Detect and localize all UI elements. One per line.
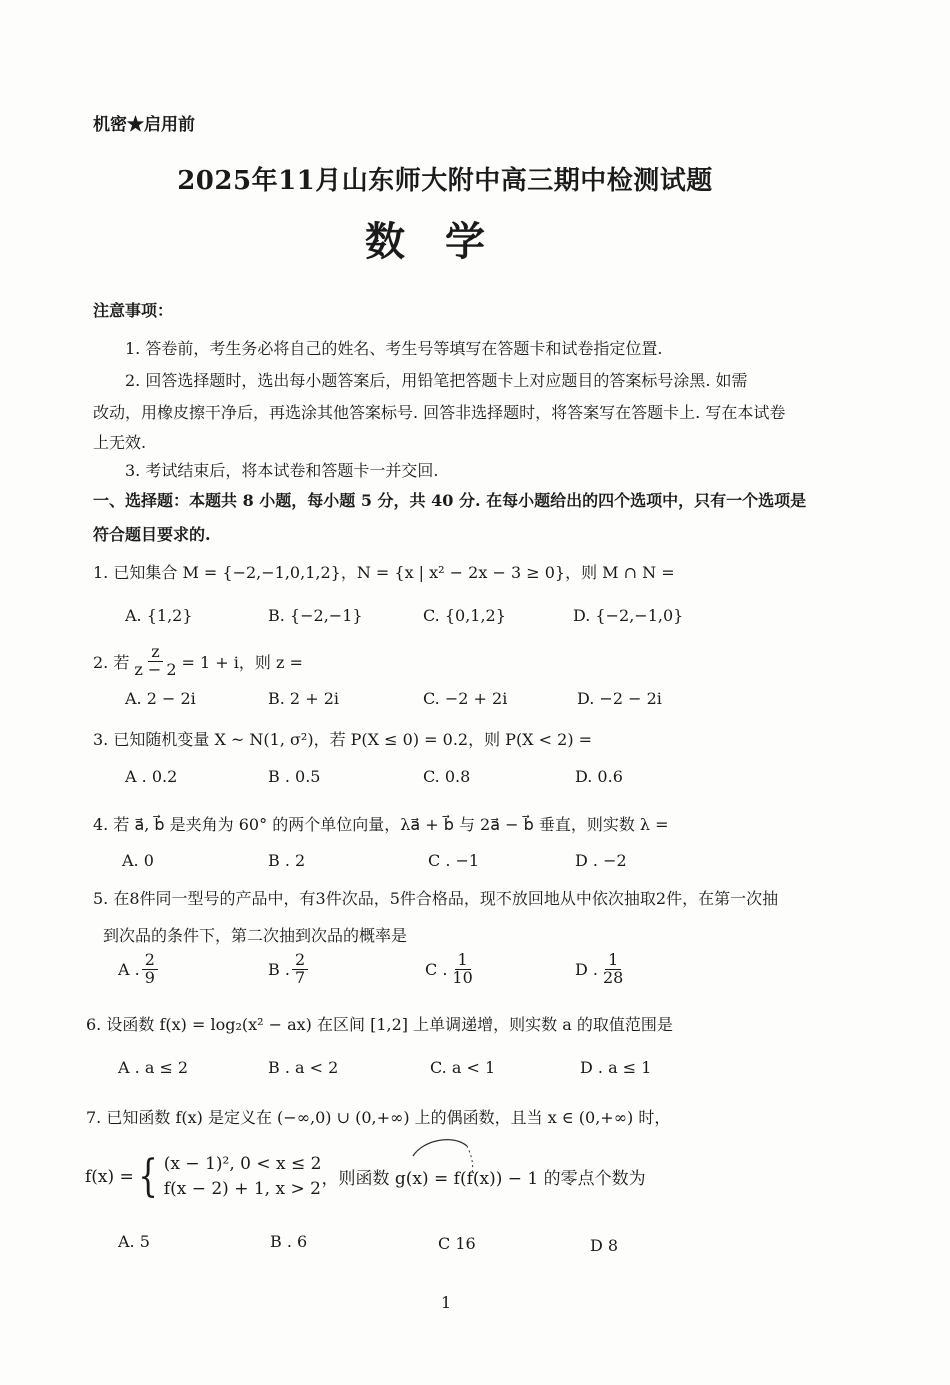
question-1-option-a: A. {1,2}	[125, 606, 193, 625]
question-5-option-b-fraction	[292, 952, 308, 987]
question-5-option-d-denominator: 28	[603, 967, 624, 987]
question-7-stem: 7. 已知函数 f(x) 是定义在 (−∞,0) ∪ (0,+∞) 上的偶函数，且当 x ∈ (0,+∞) 时，	[86, 1108, 671, 1127]
question-7-fx-label: f(x) =	[85, 1166, 134, 1187]
question-5-option-a	[118, 952, 160, 987]
left-brace-icon: {	[137, 1150, 158, 1202]
question-4-option-c: C . −1	[428, 851, 480, 870]
notes-heading: 注意事项：	[93, 301, 174, 320]
question-3-option-d: D. 0.6	[575, 767, 623, 786]
question-7-option-c: C 16	[438, 1234, 476, 1253]
exam-title: 2025年11月山东师大附中高三期中检测试题	[177, 166, 713, 196]
question-2-option-b: B. 2 + 2i	[268, 689, 339, 708]
question-2-denominator: z − 2	[134, 659, 177, 679]
question-5-option-d-fraction	[600, 952, 626, 987]
question-2-numerator: z	[148, 644, 162, 662]
question-5-option-c-denominator: 10	[452, 967, 473, 987]
question-5-option-b-denominator: 7	[294, 967, 306, 987]
subject-title: 数学	[365, 218, 525, 265]
question-1-option-b: B. {−2,−1}	[268, 606, 363, 625]
question-3-option-a: A . 0.2	[125, 767, 178, 786]
question-3-stem: 3. 已知随机变量 X ~ N(1, σ²)，若 P(X ≤ 0) = 0.2，则 P(X < 2) =	[93, 730, 593, 749]
question-5-option-d-label: D .	[575, 959, 598, 979]
question-1-option-c: C. {0,1,2}	[423, 606, 506, 625]
question-4-stem: 4. 若 a⃗, b⃗ 是夹角为 60° 的两个单位向量，λa⃗ + b⃗ 与 2a⃗ − b⃗ 垂直，则实数 λ =	[93, 815, 669, 834]
question-2-option-c: C. −2 + 2i	[423, 689, 508, 708]
question-7-option-d: D 8	[590, 1236, 619, 1255]
question-5-option-c-label: C .	[425, 959, 448, 979]
question-5-option-b-label: B .	[268, 959, 290, 979]
confidential-label: 机密★启用前	[93, 115, 195, 135]
question-7-option-a: A. 5	[118, 1232, 150, 1251]
question-4-option-b: B . 2	[268, 851, 306, 870]
note-2-line-2: 改动，用橡皮擦干净后，再选涂其他答案标号. 回答非选择题时，将答案写在答题卡上. 写在本试卷	[93, 403, 786, 422]
question-6-option-b: B . a < 2	[268, 1058, 339, 1077]
question-6-stem: 6. 设函数 f(x) = log₂(x² − ax) 在区间 [1,2] 上单调递增，则实数 a 的取值范围是	[86, 1015, 673, 1034]
question-4-option-a: A. 0	[122, 851, 154, 870]
question-7-option-b: B . 6	[270, 1232, 308, 1251]
question-4-option-d: D . −2	[575, 851, 627, 870]
question-7-tail: ，则函数 g(x) = f(f(x)) − 1 的零点个数为	[321, 1169, 646, 1190]
question-1-option-d: D. {−2,−1,0}	[573, 606, 684, 625]
question-5-option-b	[268, 952, 310, 987]
question-6-option-d: D . a ≤ 1	[580, 1058, 652, 1077]
question-2-stem	[93, 644, 303, 679]
question-7-case-1: (x − 1)², 0 < x ≤ 2	[163, 1154, 322, 1174]
note-2-line-3: 上无效.	[93, 433, 147, 452]
question-5-stem-line-2: 到次品的条件下，第二次抽到次品的概率是	[103, 926, 408, 945]
question-6-option-c: C. a < 1	[430, 1058, 496, 1077]
question-5-option-b-numerator: 2	[292, 952, 308, 970]
question-5-option-d-numerator: 1	[605, 952, 621, 970]
note-3: 3. 考试结束后，将本试卷和答题卡一并交回.	[125, 461, 439, 480]
question-5-option-a-numerator: 2	[142, 952, 158, 970]
page-number: 1	[441, 1293, 452, 1312]
pencil-scribble-icon	[405, 1132, 485, 1212]
question-3-option-c: C. 0.8	[423, 767, 471, 786]
question-2-prefix: 2. 若	[93, 652, 130, 672]
question-5-option-c-numerator: 1	[455, 952, 471, 970]
question-5-option-c-fraction	[449, 952, 475, 987]
question-7-piecewise	[85, 1152, 646, 1201]
note-1: 1. 答卷前，考生务必将自己的姓名、考生号等填写在答题卡和试卷指定位置.	[125, 339, 663, 358]
question-2-option-a: A. 2 − 2i	[125, 689, 196, 708]
question-5-option-a-label: A .	[118, 959, 140, 979]
note-2-line-1: 2. 回答选择题时，选出每小题答案后，用铅笔把答题卡上对应题目的答案标号涂黑. 如需	[125, 371, 748, 390]
question-1-stem: 1. 已知集合 M = {−2,−1,0,1,2}，N = {x | x² − 2x − 3 ≥ 0}，则 M ∩ N =	[93, 563, 675, 582]
question-3-option-b: B . 0.5	[268, 767, 321, 786]
question-5-option-a-denominator: 9	[144, 967, 155, 987]
question-2-fraction	[131, 644, 179, 679]
section-1-instruction-cont: 符合题目要求的.	[93, 525, 211, 544]
question-5-option-a-fraction	[142, 952, 158, 987]
question-7-case-2: f(x − 2) + 1, x > 2	[163, 1178, 321, 1199]
section-1-instruction: 一、选择题：本题共 8 小题，每小题 5 分，共 40 分. 在每小题给出的四个选项中，只有一个选项是	[93, 491, 807, 510]
question-5-option-d	[575, 952, 628, 987]
question-7-cases	[164, 1152, 322, 1201]
question-5-option-c	[425, 952, 478, 987]
question-2-option-d: D. −2 − 2i	[577, 689, 662, 708]
question-6-option-a: A . a ≤ 2	[118, 1058, 189, 1077]
question-2-suffix: = 1 + i，则 z =	[181, 652, 303, 672]
question-5-stem-line-1: 5. 在8件同一型号的产品中，有3件次品，5件合格品，现不放回地从中依次抽取2件，在第一次抽	[93, 889, 779, 908]
